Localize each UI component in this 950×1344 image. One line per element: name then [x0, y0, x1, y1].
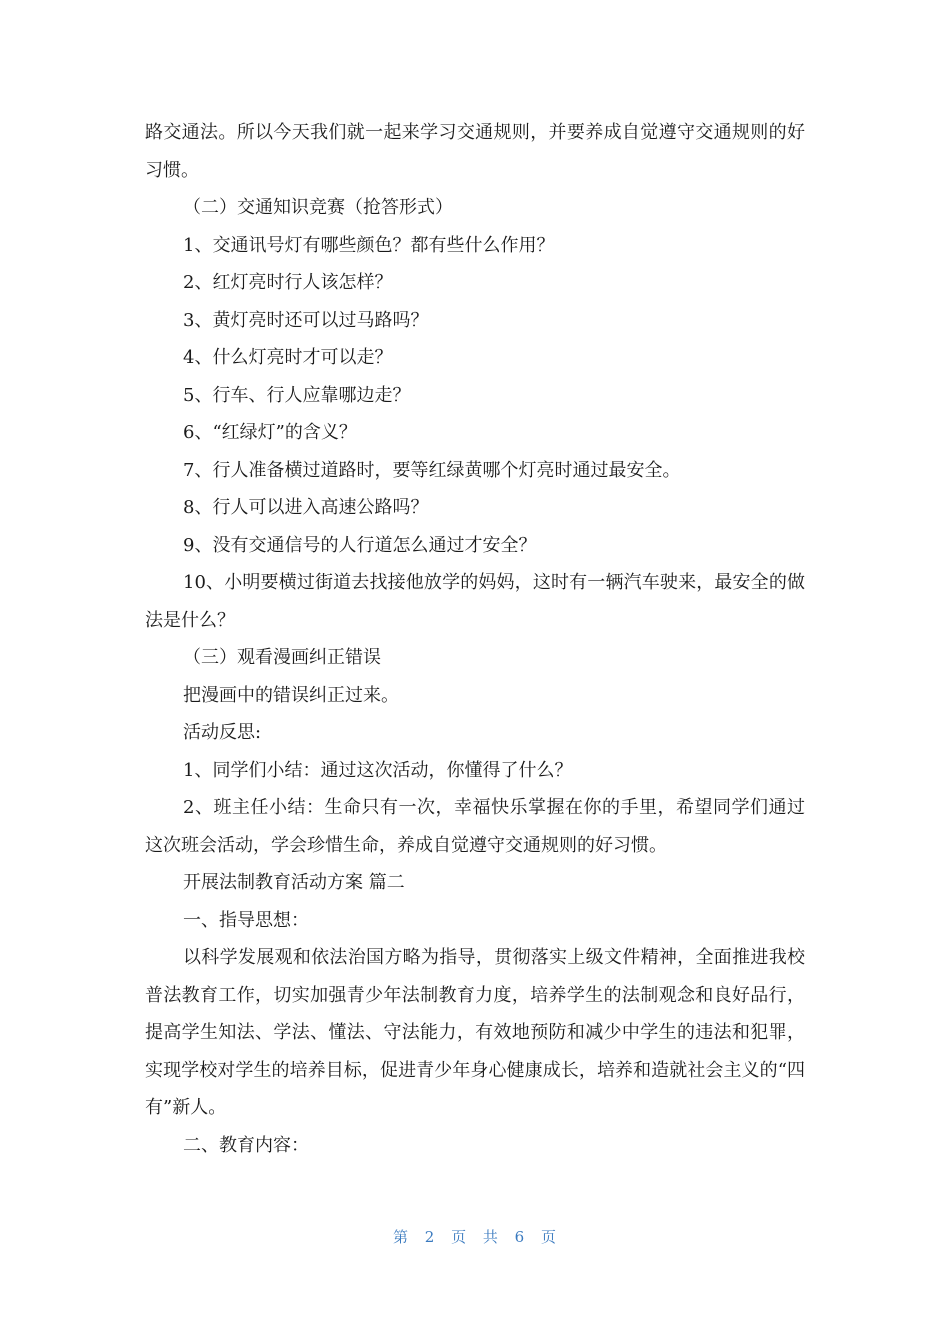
paragraph: 3、黄灯亮时还可以过马路吗？	[183, 309, 429, 331]
paragraph: 5、行车、行人应靠哪边走？	[183, 384, 411, 406]
paragraph: 7、行人准备横过道路时，要等红绿黄哪个灯亮时通过最安全。	[183, 459, 681, 481]
paragraph: 2、红灯亮时行人该怎样？	[183, 272, 393, 293]
paragraph: 路交通法。所以今天我们就一起来学习交通规则，并要养成自觉遵守交通规则的好习惯。	[145, 122, 805, 181]
paragraph: 把漫画中的错误纠正过来。	[183, 684, 399, 706]
paragraph: 9、没有交通信号的人行道怎么通过才安全？	[183, 534, 537, 556]
paragraph: 8、行人可以进入高速公路吗？	[183, 497, 429, 518]
paragraph: 1、交通讯号灯有哪些颜色？都有些什么作用？	[183, 234, 555, 256]
document-body	[145, 114, 805, 1164]
paragraph: 10、小明要横过街道去找接他放学的妈妈，这时有一辆汽车驶来，最安全的做法是什么？	[145, 572, 805, 631]
paragraph: 6、“红绿灯”的含义？	[183, 422, 357, 443]
paragraph: 活动反思:	[183, 722, 262, 743]
paragraph: 开展法制教育活动方案 篇二	[183, 872, 405, 893]
paragraph: 1、同学们小结：通过这次活动，你懂得了什么？	[183, 759, 573, 781]
paragraph: 4、什么灯亮时才可以走？	[183, 347, 393, 368]
paragraph: 2、班主任小结：生命只有一次，幸福快乐掌握在你的手里，希望同学们通过这次班会活动，学会珍惜生命，养成自觉遵守交通规则的好习惯。	[145, 797, 805, 856]
paragraph: 一、指导思想：	[183, 909, 309, 931]
paragraph: 二、教育内容：	[183, 1134, 309, 1156]
paragraph: （二）交通知识竞赛（抢答形式）	[183, 197, 453, 218]
paragraph: （三）观看漫画纠正错误	[183, 647, 381, 668]
page-number-footer: 第 2 页 共 6 页	[393, 1228, 557, 1246]
paragraph: 以科学发展观和依法治国方略为指导，贯彻落实上级文件精神，全面推进我校普法教育工作，切实加强青少年法制教育力度，培养学生的法制观念和良好品行，提高学生知法、学法、懂法、守法能力，有效地预防和减少中学生的违法和犯罪，实现学校对学生的培养目标，促进青少年身心健康成长，培养和造就社会主义的“四有”新人。	[145, 947, 805, 1118]
